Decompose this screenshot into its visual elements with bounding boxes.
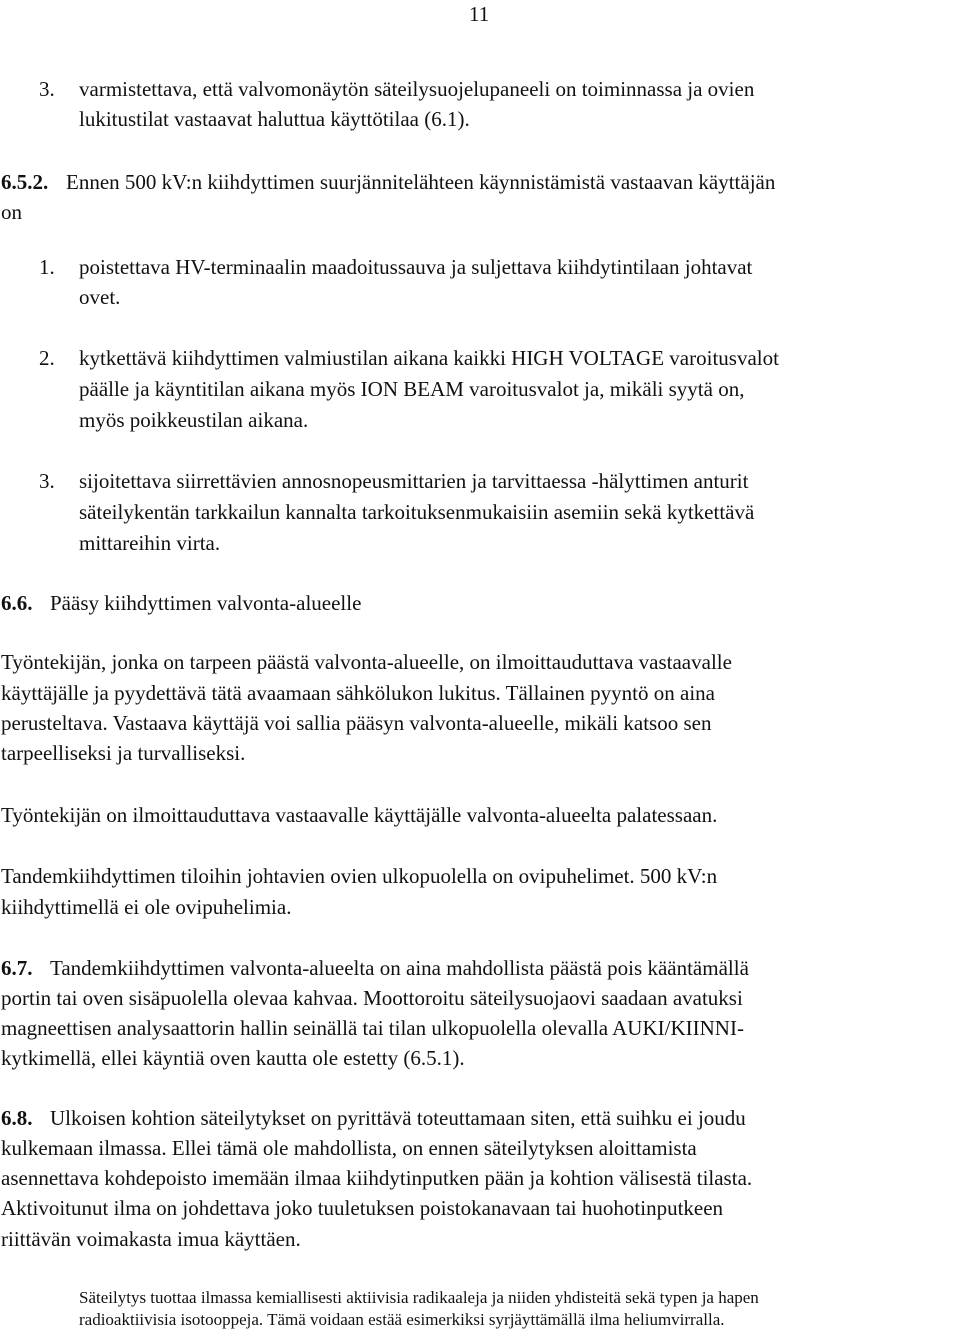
- text-line: ovet.: [79, 285, 121, 309]
- text-line: asennettava kohdepoisto imemään ilmaa kiihdytinputken pään ja kohtion välisestä tilasta.: [1, 1166, 753, 1190]
- text-line: säteilykentän tarkkailun kannalta tarkoituksenmukaisiin asemiin sekä kytkettävä: [79, 500, 755, 524]
- section-number: 6.7.: [1, 956, 33, 980]
- text-line: on: [1, 200, 22, 224]
- text-line: Ulkoisen kohtion säteilytykset on pyrittävä toteuttamaan siten, että suihku ei joudu: [50, 1106, 746, 1130]
- section-number: 6.5.2.: [1, 170, 49, 194]
- text-line: käyttäjälle ja pyydettävä tätä avaamaan sähkölukon lukitus. Tällainen pyyntö on aina: [1, 681, 715, 705]
- list-item-number: 3.: [39, 77, 55, 101]
- page-number: 11: [469, 2, 490, 26]
- text-line: riittävän voimakasta imua käyttäen.: [1, 1227, 301, 1251]
- text-line: magneettisen analysaattorin hallin seinällä tai tilan ulkopuolella olevalla AUKI/KIINNI-: [1, 1016, 744, 1040]
- section-number: 6.8.: [1, 1106, 33, 1130]
- text-line: varmistettava, että valvomonäytön säteilysuojelupaneeli on toiminnassa ja ovien: [79, 77, 755, 101]
- text-line: Tandemkiihdyttimen valvonta-alueelta on aina mahdollista päästä pois kääntämällä: [50, 956, 749, 980]
- text-line: lukitustilat vastaavat haluttua käyttötilaa (6.1).: [79, 107, 470, 131]
- text-line: Aktivoitunut ilma on johdettava joko tuuletuksen poistokanavaan tai huohotinputkeen: [1, 1196, 724, 1220]
- text-line: kulkemaan ilmassa. Ellei tämä ole mahdollista, on ennen säteilytyksen aloittamista: [1, 1136, 697, 1160]
- text-line: tarpeelliseksi ja turvalliseksi.: [1, 741, 246, 765]
- text-line: kytkettävä kiihdyttimen valmiustilan aikana kaikki HIGH VOLTAGE varoitusvalot: [79, 346, 779, 370]
- list-item-number: 3.: [39, 469, 55, 493]
- text-line: kytkimellä, ellei käyntiä oven kautta ole estetty (6.5.1).: [1, 1046, 465, 1070]
- section-number: 6.6.: [1, 591, 33, 615]
- text-line: Työntekijän on ilmoittauduttava vastaavalle käyttäjälle valvonta-alueelta palatessaan.: [1, 803, 718, 827]
- section-title: Pääsy kiihdyttimen valvonta-alueelle: [50, 591, 362, 615]
- text-line: portin tai oven sisäpuolella olevaa kahvaa. Moottoroitu säteilysuojaovi saadaan avatuksi: [1, 986, 743, 1010]
- text-line: myös poikkeustilan aikana.: [79, 408, 309, 432]
- text-line: kiihdyttimellä ei ole ovipuhelimia.: [1, 895, 292, 919]
- text-line: sijoitettava siirrettävien annosnopeusmittarien ja tarvittaessa -hälyttimen anturit: [79, 469, 749, 493]
- section-heading-text: Ennen 500 kV:n kiihdyttimen suurjännitelähteen käynnistämistä vastaavan käyttäjän: [66, 170, 776, 194]
- text-line: poistettava HV-terminaalin maadoitussauva ja suljettava kiihdytintilaan johtavat: [79, 255, 753, 279]
- footnote-line: radioaktiivisia isotooppeja. Tämä voidaan estää esimerkiksi syrjäyttämällä ilma heliumvirralla.: [79, 1310, 725, 1329]
- list-item-number: 2.: [39, 346, 55, 370]
- text-line: Työntekijän, jonka on tarpeen päästä valvonta-alueelle, on ilmoittauduttava vastaavalle: [1, 650, 732, 674]
- text-line: perusteltava. Vastaava käyttäjä voi sallia pääsyn valvonta-alueelle, mikäli katsoo sen: [1, 711, 712, 735]
- text-line: Tandemkiihdyttimen tiloihin johtavien ovien ulkopuolella on ovipuhelimet. 500 kV:n: [1, 864, 718, 888]
- list-item-number: 1.: [39, 255, 55, 279]
- text-line: päälle ja käyntitilan aikana myös ION BEAM varoitusvalot ja, mikäli syytä on,: [79, 377, 745, 401]
- footnote-line: Säteilytys tuottaa ilmassa kemiallisesti aktiivisia radikaaleja ja niiden yhdisteitä sekä typen ja hapen: [79, 1288, 759, 1307]
- text-line: mittareihin virta.: [79, 531, 221, 555]
